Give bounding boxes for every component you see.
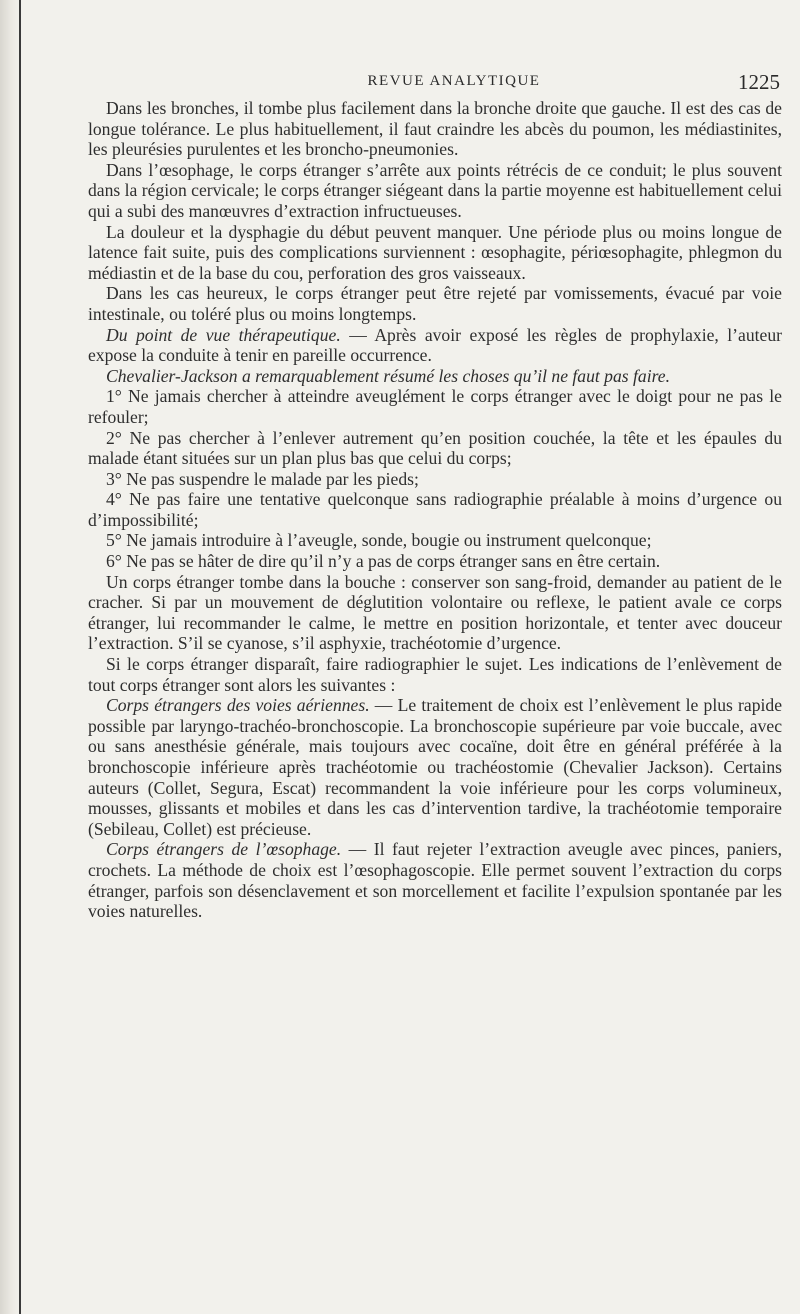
paragraph bbox=[88, 695, 782, 839]
paragraph: Si le corps étranger disparaît, faire radiographier le sujet. Les indications de l’enlèvement de tout corps étranger sont alors les suivantes : bbox=[88, 654, 782, 695]
rule-item: 6° Ne pas se hâter de dire qu’il n’y a pas de corps étranger sans en être certain. bbox=[106, 551, 661, 572]
section-heading: Corps étrangers des voies aériennes. bbox=[106, 695, 370, 716]
running-title: REVUE ANALYTIQUE bbox=[367, 73, 541, 89]
rule-item: 1° Ne jamais chercher à atteindre aveuglément le corps étranger avec le doigt pour ne pas le refouler; bbox=[88, 386, 782, 427]
rule-item: 2° Ne pas chercher à l’enlever autrement qu’en position couchée, la tête et les épaules du malade étant situées sur un plan plus bas que celui du corps; bbox=[88, 427, 782, 469]
page-binding-shadow bbox=[0, 0, 20, 1314]
paragraph: Dans l’œsophage, le corps étranger s’arrête aux points rétrécis de ce conduit; le plus souvent dans la région cervicale; le corps étranger siégeant dans la partie moyenne est habituellement celui qui a subi des manœuvres d’extraction infructueuses. bbox=[88, 159, 782, 221]
page-binding-edge bbox=[19, 0, 21, 1314]
paragraph: Dans les bronches, il tombe plus facilement dans la bronche droite que gauche. Il est des cas de longue tolérance. Le plus habituellement, il faut craindre les abcès du poumon, les médiastinites, les pleurésies purulentes et les broncho-pneumonies. bbox=[88, 98, 782, 160]
paragraph: La douleur et la dysphagie du début peuvent manquer. Une période plus ou moins longue de latence fait suite, puis des complications surviennent : œsophagite, périœsophagite, phlegmon du médiastin et de la base du cou, perforation des gros vaisseaux. bbox=[88, 221, 782, 283]
paragraph: Un corps étranger tombe dans la bouche : conserver son sang-froid, demander au patient de le cracher. Si par un mouvement de déglutition volontaire ou reflexe, le patient avale ce corps étranger, lui recommander le calme, le mettre en position horizontale, et tenter avec douceur l’extraction. S’il se cyanose, s’il asphyxie, trachéotomie d’urgence. bbox=[88, 571, 782, 654]
paragraph: Dans les cas heureux, le corps étranger peut être rejeté par vomissements, évacué par voie intestinale, ou toléré plus ou moins longtemps. bbox=[88, 283, 782, 324]
rule-item: 4° Ne pas faire une tentative quelconque sans radiographie préalable à moins d’urgence ou d’impossibilité; bbox=[88, 489, 782, 530]
section-heading: Du point de vue thérapeutique. bbox=[106, 324, 341, 345]
rule-item: 3° Ne pas suspendre le malade par les pieds; bbox=[106, 468, 419, 489]
paragraph bbox=[88, 839, 782, 921]
paragraph-body: — Le traitement de choix est l’enlèvement le plus rapide possible par laryngo-trachéo-bronchoscopie. La bronchoscopie supérieure par voie buccale, avec ou sans anesthésie générale, mais toujours avec cocaïne, doit être en général préférée à la bronchoscopie inférieure après trachéotomie ou trachéostomie (Chevalier Jackson). Certains auteurs (Collet, Segura, Escat) recommandent la voie inférieure pour les corps volumineux, mousses, glissants et mobiles et dans les cas d’intervention tardive, la trachéotomie temporaire (Sebileau, Collet) est précieuse. bbox=[88, 695, 782, 839]
paragraph bbox=[88, 325, 782, 366]
paragraph-body: — Après avoir exposé les règles de prophylaxie, l’auteur expose la conduite à tenir en pareille occurrence. bbox=[88, 324, 782, 366]
paragraph-body: — Il faut rejeter l’extraction aveugle avec pinces, paniers, crochets. La méthode de choix est l’œsophagoscopie. Elle permet souvent l’extraction du corps étranger, parfois son désenclavement et son morcellement et facilite l’expulsion spontanée par les voies naturelles. bbox=[88, 839, 782, 922]
section-heading: Corps étrangers de l’œsophage. bbox=[106, 839, 342, 860]
rule-item: 5° Ne jamais introduire à l’aveugle, sonde, bougie ou instrument quelconque; bbox=[106, 530, 652, 551]
page-number: 1225 bbox=[738, 70, 780, 94]
page-header bbox=[118, 70, 790, 96]
body-text bbox=[88, 98, 782, 922]
paragraph: Chevalier-Jackson a remarquablement résumé les choses qu’il ne faut pas faire. bbox=[106, 365, 670, 386]
